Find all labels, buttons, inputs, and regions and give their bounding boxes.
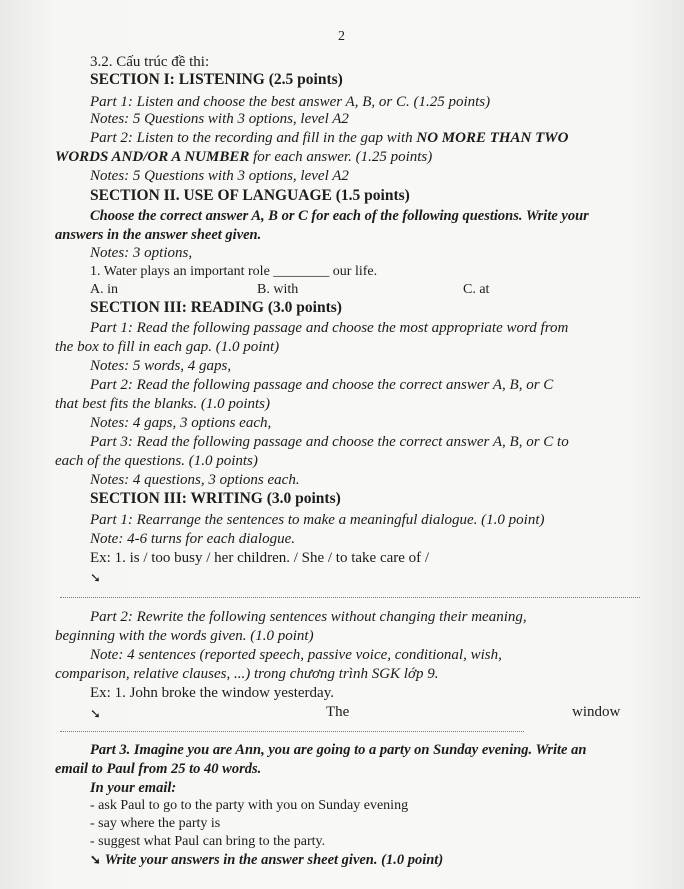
writing-bullet-1: - ask Paul to go to the party with you on Sunday evening (90, 798, 409, 813)
writing-part2-note-1: Note: 4 sentences (reported speech, passive voice, conditional, wish, (90, 647, 502, 663)
writing-part2-the: The (326, 704, 350, 720)
reading-part2-line1: Part 2: Read the following passage and choose the correct answer A, B, or C (90, 377, 554, 393)
section-listening-title: SECTION I: LISTENING (2.5 points) (90, 71, 343, 88)
section-reading-title: SECTION III: READING (3.0 points) (90, 299, 342, 316)
answer-line (60, 731, 524, 732)
listening-part2-text: Part 2: Listen to the recording and fill in the gap with (90, 130, 417, 146)
reading-part2-line2: that best fits the blanks. (1.0 points) (55, 396, 270, 412)
writing-part1-note: Note: 4-6 turns for each dialogue. (90, 531, 295, 547)
writing-part1-example: Ex: 1. is / too busy / her children. / She / to take care of / (90, 550, 430, 566)
language-option-c: C. at (463, 282, 490, 297)
section-writing-title: SECTION III: WRITING (3.0 points) (90, 490, 341, 507)
listening-part1: Part 1: Listen and choose the best answer A, B, or C. (1.25 points) (90, 94, 491, 110)
writing-part3-line2: email to Paul from 25 to 40 words. (55, 761, 262, 777)
language-option-a: A. in (90, 282, 118, 297)
writing-part2-line1: Part 2: Rewrite the following sentences without changing their meaning, (90, 609, 527, 625)
reading-part1-line2: the box to fill in each gap. (1.0 point) (55, 339, 280, 355)
language-notes: Notes: 3 options, (90, 245, 193, 261)
listening-part1-notes: Notes: 5 Questions with 3 options, level A2 (90, 111, 349, 127)
reading-part1-line1: Part 1: Read the following passage and choose the most appropriate word from (90, 320, 569, 336)
listening-part2-text-2: for each answer. (1.25 points) (249, 149, 433, 165)
writing-bullet-2: - say where the party is (90, 816, 221, 831)
listening-part2-emphasis: NO MORE THAN TWO (416, 130, 569, 146)
language-option-b: B. with (257, 282, 299, 297)
writing-part2-line2: beginning with the words given. (1.0 point) (55, 628, 314, 644)
writing-part2-window: window (572, 704, 621, 720)
writing-part2-note-2: comparison, relative clauses, ...) trong chương trình SGK lớp 9. (55, 666, 439, 682)
language-example-question: 1. Water plays an important role ________ our life. (90, 264, 378, 279)
listening-part2-notes: Notes: 5 Questions with 3 options, level A2 (90, 168, 349, 184)
writing-in-your-email: In your email: (90, 780, 177, 796)
section-language-title: SECTION II. USE OF LANGUAGE (1.5 points) (90, 187, 410, 204)
listening-part2-line2 (55, 148, 432, 166)
arrow-icon: ➘ (90, 852, 101, 867)
listening-part2-emphasis-2: WORDS AND/OR A NUMBER (55, 149, 250, 165)
reading-part3-line2: each of the questions. (1.0 points) (55, 453, 258, 469)
reading-part3-line1: Part 3: Read the following passage and choose the correct answer A, B, or C to (90, 434, 569, 450)
reading-part2-notes: Notes: 4 gaps, 3 options each, (90, 415, 272, 431)
answer-line (60, 597, 640, 598)
page-heading: 3.2. Cấu trúc đề thi: (90, 54, 210, 70)
language-instruction-1: Choose the correct answer A, B or C for each of the following questions. Write your (90, 208, 589, 224)
writing-final-text: Write your answers in the answer sheet given. (1.0 point) (104, 852, 444, 868)
writing-final-instruction (90, 851, 443, 869)
writing-bullet-3: - suggest what Paul can bring to the party. (90, 834, 326, 849)
page-number: 2 (338, 29, 345, 44)
listening-part2-line1 (90, 129, 568, 147)
language-instruction-2: answers in the answer sheet given. (55, 227, 262, 243)
reading-part3-notes: Notes: 4 questions, 3 options each. (90, 472, 300, 488)
arrow-icon: ➘ (90, 706, 101, 721)
writing-part1: Part 1: Rearrange the sentences to make a meaningful dialogue. (1.0 point) (90, 512, 545, 528)
arrow-icon: ➘ (90, 570, 101, 585)
writing-part2-example: Ex: 1. John broke the window yesterday. (90, 685, 334, 701)
reading-part1-notes: Notes: 5 words, 4 gaps, (90, 358, 232, 374)
writing-part3-line1: Part 3. Imagine you are Ann, you are going to a party on Sunday evening. Write an (90, 742, 587, 758)
